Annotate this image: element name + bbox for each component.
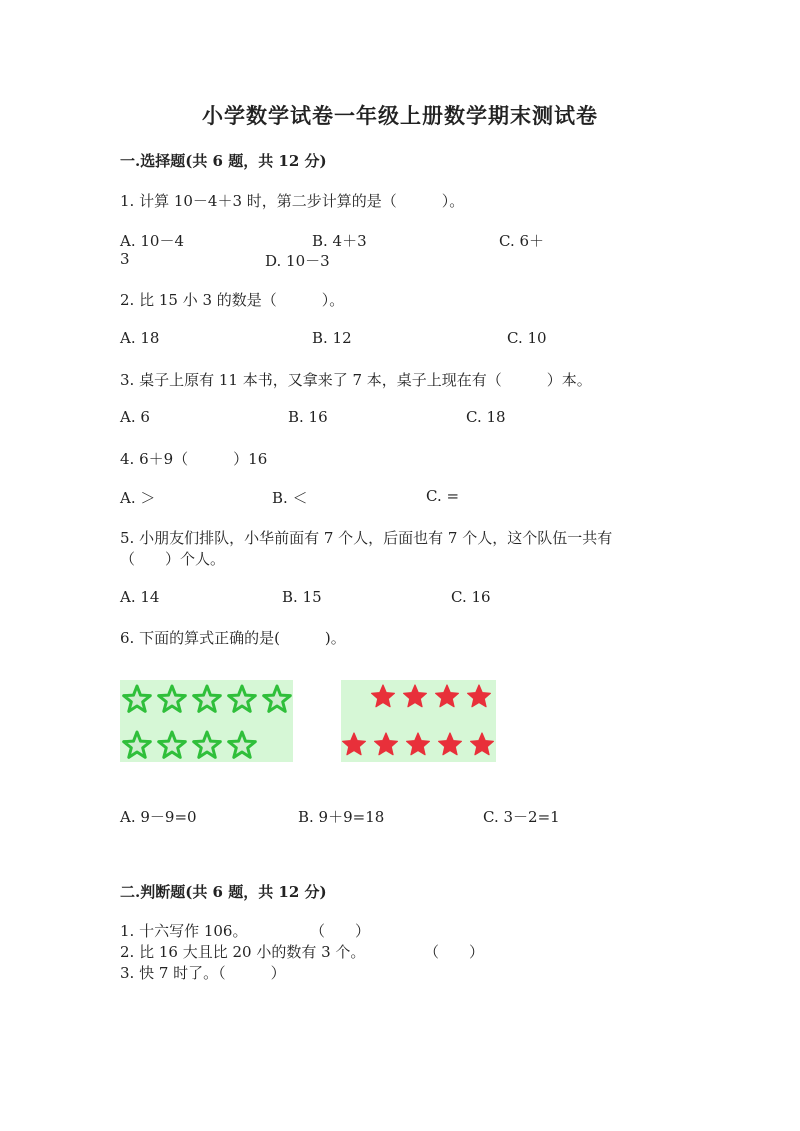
judgement-2-text: 2. 比 16 大且比 20 小的数有 3 个。 <box>120 943 366 961</box>
judgement-1-text: 1. 十六写作 106。 <box>120 922 248 940</box>
star-icon <box>264 686 291 711</box>
judgement-2-blank: （ ） <box>424 943 485 961</box>
question-3-option-b: B. 16 <box>288 408 328 426</box>
question-1-option-a: A. 10－4 <box>120 232 184 250</box>
star-icon <box>471 733 494 755</box>
star-icon <box>407 733 430 755</box>
star-icon <box>124 686 151 711</box>
question-6-option-a: A. 9－9=0 <box>120 808 197 826</box>
question-4-option-a: A. ＞ <box>120 489 156 507</box>
question-2-option-b: B. 12 <box>312 329 352 347</box>
star-icon <box>372 685 395 707</box>
question-1-option-b: B. 4＋3 <box>312 232 367 250</box>
question-3-stem: 3. 桌子上原有 11 本书，又拿来了 7 本，桌子上现在有（ ）本。 <box>120 371 592 389</box>
star-image-red <box>341 680 496 762</box>
judgement-3-text: 3. 快 7 时了。（ ） <box>120 964 286 982</box>
star-icon <box>194 686 221 711</box>
question-5-stem-line2: （ ）个人。 <box>120 550 226 568</box>
question-6-option-c: C. 3－2=1 <box>483 808 560 826</box>
question-3-option-a: A. 6 <box>120 408 150 426</box>
question-2-option-c: C. 10 <box>507 329 547 347</box>
question-4-option-b: B. ＜ <box>272 489 308 507</box>
question-6-stem: 6. 下面的算式正确的是( )。 <box>120 629 346 647</box>
star-icon <box>159 686 186 711</box>
question-2-option-a: A. 18 <box>120 329 160 347</box>
question-4-option-c: C. = <box>426 487 460 505</box>
star-icon <box>343 733 366 755</box>
page-title: 小学数学试卷一年级上册数学期末测试卷 <box>202 103 598 128</box>
star-icon <box>229 686 256 711</box>
star-icon <box>124 732 151 757</box>
question-3-option-c: C. 18 <box>466 408 506 426</box>
question-1-option-d: D. 10－3 <box>265 252 330 270</box>
star-icon <box>229 732 256 757</box>
question-1-option-c: C. 6＋ <box>499 232 545 250</box>
question-1-option-c-cont: 3 <box>120 250 130 268</box>
question-5-option-c: C. 16 <box>451 588 491 606</box>
question-1-stem: 1. 计算 10－4＋3 时，第二步计算的是（ ）。 <box>120 192 465 210</box>
star-icon <box>436 685 459 707</box>
star-icon <box>439 733 462 755</box>
star-image-red-stars <box>341 680 496 762</box>
section-heading-judgement: 二.判断题(共 6 题，共 12 分) <box>120 883 327 901</box>
section-heading-choice: 一.选择题(共 6 题，共 12 分) <box>120 152 327 170</box>
question-5-option-b: B. 15 <box>282 588 322 606</box>
star-icon <box>404 685 427 707</box>
judgement-1-blank: （ ） <box>310 922 371 940</box>
question-6-option-b: B. 9＋9=18 <box>298 808 385 826</box>
question-2-stem: 2. 比 15 小 3 的数是（ ）。 <box>120 291 345 309</box>
star-icon <box>375 733 398 755</box>
star-image-green <box>120 680 293 762</box>
star-icon <box>159 732 186 757</box>
question-5-option-a: A. 14 <box>120 588 160 606</box>
star-icon <box>194 732 221 757</box>
star-image-green-stars <box>120 680 293 762</box>
question-5-stem-line1: 5. 小朋友们排队，小华前面有 7 个人，后面也有 7 个人，这个队伍一共有 <box>120 529 613 547</box>
star-icon <box>468 685 491 707</box>
question-4-stem: 4. 6＋9（ ）16 <box>120 450 268 468</box>
